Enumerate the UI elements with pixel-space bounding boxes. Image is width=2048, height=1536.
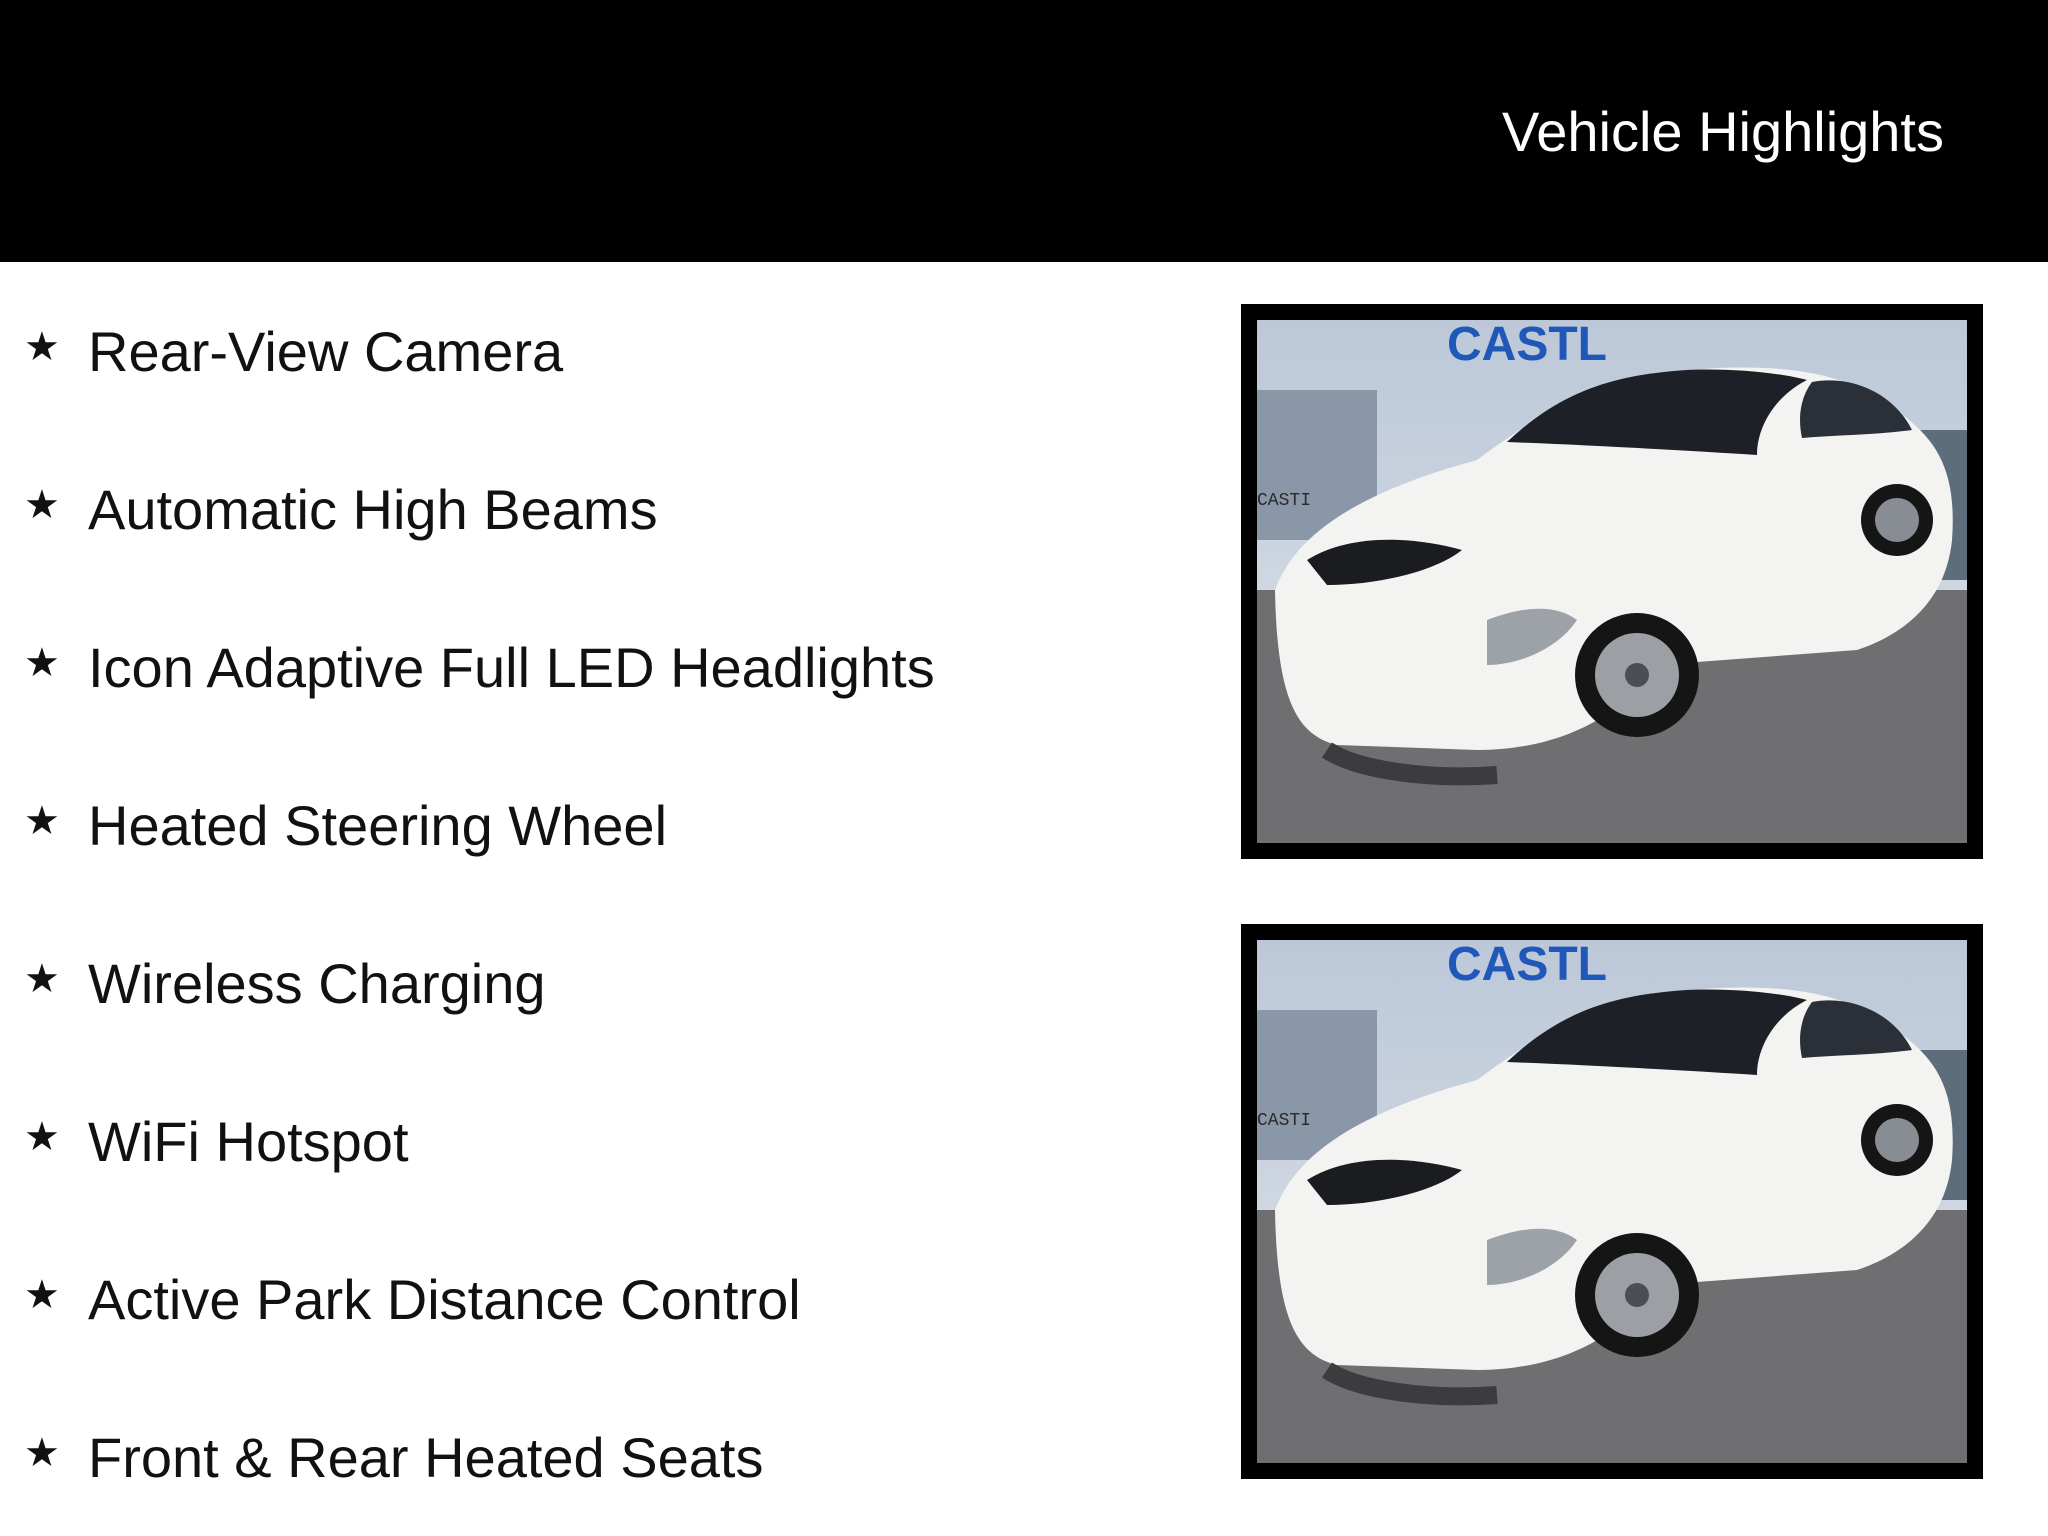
feature-item bbox=[24, 628, 935, 708]
star-icon: ★ bbox=[24, 325, 60, 369]
vehicle-photo bbox=[1241, 304, 1983, 859]
star-icon: ★ bbox=[24, 641, 60, 685]
feature-label: Rear-View Camera bbox=[88, 320, 564, 383]
star-icon: ★ bbox=[24, 799, 60, 843]
feature-label: Front & Rear Heated Seats bbox=[88, 1426, 764, 1489]
vehicle-photo-frame bbox=[1257, 940, 1967, 1463]
star-icon: ★ bbox=[24, 1431, 60, 1475]
feature-item bbox=[24, 470, 658, 550]
car-image bbox=[1257, 940, 1967, 1463]
car-image bbox=[1257, 320, 1967, 843]
feature-item bbox=[24, 944, 546, 1024]
svg-text:CASTI: CASTI bbox=[1257, 1111, 1312, 1131]
feature-item bbox=[24, 312, 563, 392]
svg-text:CASTI: CASTI bbox=[1257, 491, 1312, 511]
svg-text:CASTL: CASTL bbox=[1447, 320, 1607, 371]
page-title: Vehicle Highlights bbox=[1501, 100, 1944, 163]
feature-label: Automatic High Beams bbox=[88, 478, 658, 541]
feature-item bbox=[24, 1102, 409, 1182]
feature-label: Active Park Distance Control bbox=[88, 1268, 801, 1331]
feature-item bbox=[24, 1418, 763, 1498]
star-icon: ★ bbox=[24, 1115, 60, 1159]
feature-item bbox=[24, 786, 667, 866]
svg-text:CASTL: CASTL bbox=[1447, 940, 1607, 991]
feature-label: Wireless Charging bbox=[88, 952, 546, 1015]
star-icon: ★ bbox=[24, 1273, 60, 1317]
feature-item bbox=[24, 1260, 801, 1340]
feature-label: Icon Adaptive Full LED Headlights bbox=[88, 636, 935, 699]
vehicle-photo bbox=[1241, 924, 1983, 1479]
vehicle-photo-frame bbox=[1257, 320, 1967, 843]
star-icon: ★ bbox=[24, 483, 60, 527]
feature-label: WiFi Hotspot bbox=[88, 1110, 409, 1173]
star-icon: ★ bbox=[24, 957, 60, 1001]
feature-label: Heated Steering Wheel bbox=[88, 794, 668, 857]
header-bar bbox=[0, 0, 2048, 262]
